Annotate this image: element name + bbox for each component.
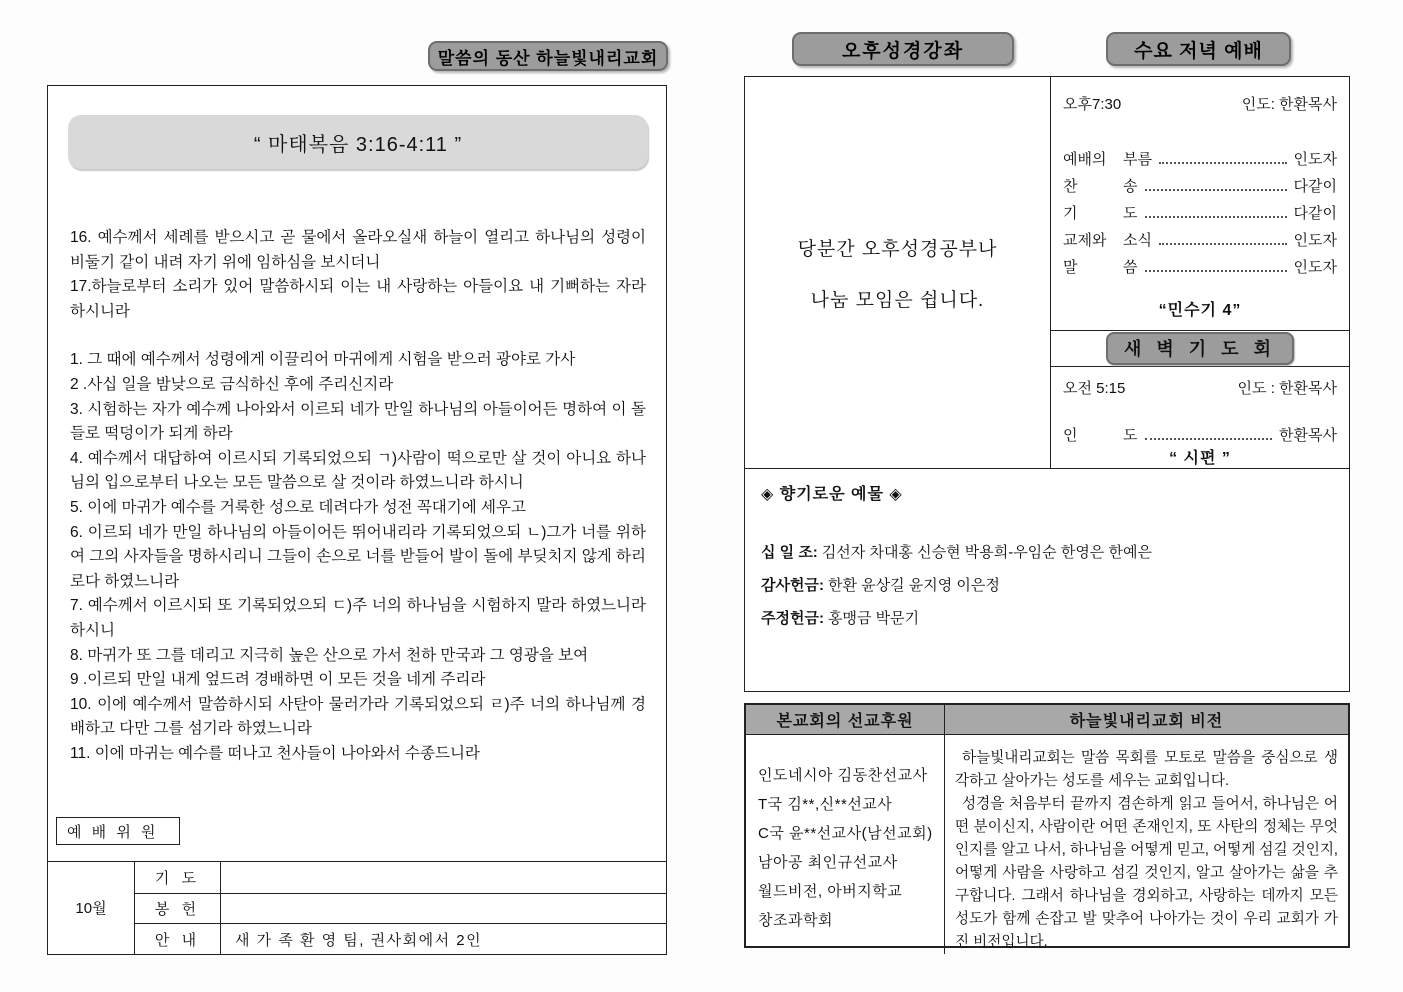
offerings-list: [761, 536, 1333, 635]
offering-names: 김선자 차대홍 신승현 박용희-우임순 한영은 한예은: [821, 544, 1152, 561]
worship-order-row: [1061, 418, 1339, 445]
duty-row-label: 봉 헌: [134, 893, 220, 924]
afternoon-bible-lecture-badge: 오후성경강좌: [792, 32, 1014, 66]
scripture-verse: 1. 그 때에 예수께서 성령에게 이끌리어 마귀에게 시험을 받으러 광야로 가사: [70, 351, 576, 369]
dawn-order-list: [1061, 418, 1339, 445]
scripture-verse: 16. 예수께서 세례를 받으시고 곧 물에서 올라오실새 하늘이 열리고 하나님의 성령이 비둘기 같이 내려 자기 위에 임하심을 보시더니: [70, 229, 646, 271]
order-item-who: 인도자: [1293, 232, 1337, 249]
dawn-prayer-badge: 새 벽 기 도 회: [1106, 332, 1294, 365]
notice-line: 나눔 모임은 쉽니다.: [810, 289, 985, 311]
mission-item: 월드비전, 아버지학교: [758, 883, 903, 900]
worship-order-row: [1061, 142, 1339, 169]
dawn-prayer-header-row: [1051, 331, 1349, 367]
order-item-word1: 찬: [1063, 178, 1078, 195]
afternoon-study-notice: [745, 77, 1051, 468]
scripture-verse: 17.하늘로부터 소리가 있어 말씀하시되 이는 내 사랑하는 아들이요 내 기뻐하는 자라 하시니라: [70, 278, 646, 320]
duty-row-value: [220, 893, 666, 924]
mission-item: 창조과학회: [758, 912, 833, 929]
mission-item: 인도네시아 김동찬선교사: [758, 767, 928, 784]
dotted-leader: [1159, 162, 1287, 164]
church-vision-header: 하늘빛내리교회 비전: [944, 705, 1348, 735]
order-item-who: 다같이: [1293, 205, 1337, 222]
worship-order-list: [1061, 142, 1339, 277]
offering-names: 한환 윤상길 윤지영 이은정: [827, 577, 1000, 594]
order-item-word1: 예배의: [1063, 151, 1107, 168]
scripture-text: [70, 226, 646, 766]
dotted-leader: [1145, 270, 1287, 272]
scripture-title: “ 마태복음 3:16-4:11 ”: [68, 115, 648, 169]
service-time: 오전 5:15: [1063, 380, 1126, 397]
order-item-word1: 교제와: [1063, 232, 1107, 249]
dotted-leader: [1145, 216, 1287, 218]
scripture-part2: [70, 348, 646, 766]
order-item-who: 다같이: [1293, 178, 1337, 195]
scripture-verse: 5. 이에 마귀가 예수를 거룩한 성으로 데려다가 성전 꼭대기에 세우고: [70, 498, 526, 516]
order-item-word1: 기: [1063, 205, 1078, 222]
offering-type-label: 주정헌금:: [761, 610, 824, 627]
duty-row-value: 새 가 족 환 영 팀, 권사회에서 2인: [220, 923, 666, 954]
dotted-leader: [1145, 438, 1273, 440]
duty-month-cell: 10월: [75, 900, 107, 918]
dotted-leader: [1145, 189, 1287, 191]
order-item-word2: 부름: [1123, 151, 1152, 168]
worship-committee-label: 예 배 위 원: [56, 817, 180, 845]
service-info-box: [744, 76, 1350, 692]
service-time: 오후7:30: [1063, 96, 1122, 113]
service-leader: 인도: 한환목사: [1241, 96, 1337, 113]
dotted-leader: [1159, 243, 1287, 245]
wednesday-dawn-cell: [1051, 77, 1349, 468]
offering-type-label: 감사헌금:: [761, 577, 824, 594]
scripture-verse: 10. 이에 예수께서 말씀하시되 사탄아 물러가라 기록되었으되 ㄹ)주 너의 하나님께 경배하고 다만 그를 섬기라 하였느니라: [70, 695, 646, 738]
scripture-verse: 3. 시험하는 자가 예수께 나아와서 이르되 네가 만일 하나님의 아들이어든 명하여 이 돌들로 떡덩이가 되게 하라: [70, 400, 646, 443]
service-time-row: [1061, 93, 1339, 114]
notice-line: 당분간 오후성경공부나: [797, 238, 998, 260]
vision-paragraph: 성경을 처음부터 끝까지 겸손하게 읽고 들어서, 하나님은 어떤 분이신지, 사람이란 어떤 존재인지, 또 사탄의 정체는 무엇인지를 알고 나서, 하나님을 어떻게 믿고, 어떻게 섬길 것인지, 어떻게 사람을 사랑하고 섬길 것인지, 알고 살아가는 삶을 추구합니다. 그래서 하나님을 경외하고, 사랑하는 데까지 모든 성도가 함께 손잡고 발 맞추어 나아가는 것이 우리 교회가 가진 비전입니다.: [955, 796, 1338, 950]
offering-row: [761, 602, 1333, 635]
dawn-prayer-section: [1051, 367, 1349, 468]
scripture-verse: 9 .이르되 만일 내게 엎드려 경배하면 이 모든 것을 네게 주리라: [70, 671, 486, 689]
duty-row-label: 안 내: [134, 923, 220, 954]
church-vision-text: [944, 735, 1348, 954]
scripture-verse: 8. 마귀가 또 그를 데리고 지극히 높은 산으로 가서 천하 만국과 그 영광을 보여: [70, 646, 589, 664]
scripture-verse: 7. 예수께서 이르시되 또 기록되었으되 ㄷ)주 너의 하나님을 시험하지 말라 하였느니라 하시니: [70, 597, 646, 639]
order-item-word2: 송: [1123, 178, 1138, 195]
mission-item: C국 윤**선교사(남선교회): [758, 825, 933, 842]
mission-item: T국 김**,신**선교사: [758, 796, 893, 813]
service-leader: 인도 : 한환목사: [1237, 380, 1337, 397]
service-top-section: [745, 77, 1349, 469]
scripture-verse: 6. 이르되 네가 만일 하나님의 아들이어든 뛰어내리라 기록되었으되 ㄴ)그가 너를 위하여 그의 사자들을 명하시리니 그들이 손으로 너를 받들어 발이 돌에 부딪치지 않게 하리로다 하였느니라: [70, 523, 646, 590]
order-item-word1: 인: [1063, 427, 1078, 444]
sermon-title: “ 시편 ”: [1169, 450, 1231, 467]
verse-gap: [70, 324, 646, 348]
order-item-who: 인도자: [1293, 259, 1337, 276]
duty-row-value: [220, 862, 666, 893]
offering-type-label: 십 일 조:: [761, 544, 818, 561]
offerings-title: ◈ 향기로운 예물 ◈: [761, 486, 903, 503]
order-item-who: 한환목사: [1279, 427, 1337, 444]
order-item-word2: 소식: [1123, 232, 1152, 249]
order-item-word2: 씀: [1123, 259, 1138, 276]
offerings-section: [745, 469, 1349, 691]
duty-row-label: 기 도: [134, 862, 220, 893]
worship-order-row: [1061, 250, 1339, 277]
worship-order-row: [1061, 169, 1339, 196]
worship-duty-table: [47, 861, 667, 955]
wednesday-evening-worship-badge: 수요 저녁 예배: [1106, 32, 1291, 66]
scripture-verse: 4. 예수께서 대답하여 이르시되 기록되었으되 ㄱ)사람이 떡으로만 살 것이 아니요 하나님의 입으로부터 나오는 모든 말씀으로 살 것이라 하였느니라 하시니: [70, 449, 646, 492]
order-item-word2: 도: [1123, 205, 1138, 222]
scripture-page: [47, 85, 667, 955]
mission-item: 남아공 최인규선교사: [758, 854, 898, 871]
offering-row: [761, 569, 1333, 602]
worship-order-row: [1061, 196, 1339, 223]
mission-vision-table: [744, 703, 1350, 948]
mission-support-list: [746, 735, 944, 954]
offering-row: [761, 536, 1333, 569]
scripture-verse: 2 .사십 일을 밤낮으로 금식하신 후에 주리신지라: [70, 375, 394, 393]
scripture-verse: 11. 이에 마귀는 예수를 떠나고 천사들이 나아와서 수종드니라: [70, 744, 480, 762]
order-item-who: 인도자: [1293, 151, 1337, 168]
mission-support-header: 본교회의 선교후원: [746, 705, 944, 735]
service-time-row: [1061, 377, 1339, 398]
scripture-part1: [70, 226, 646, 324]
vision-paragraph: 하늘빛내리교회는 말씀 목회를 모토로 말씀을 중심으로 생각하고 살아가는 성도를 세우는 교회입니다.: [955, 750, 1338, 789]
church-name-badge: 말씀의 동산 하늘빛내리교회: [428, 41, 668, 71]
order-item-word1: 말: [1063, 259, 1078, 276]
worship-order-row: [1061, 223, 1339, 250]
offering-names: 홍맹금 박문기: [827, 610, 920, 627]
order-item-word2: 도: [1123, 427, 1138, 444]
sermon-title: “민수기 4”: [1158, 302, 1242, 319]
wednesday-service-section: [1051, 77, 1349, 331]
